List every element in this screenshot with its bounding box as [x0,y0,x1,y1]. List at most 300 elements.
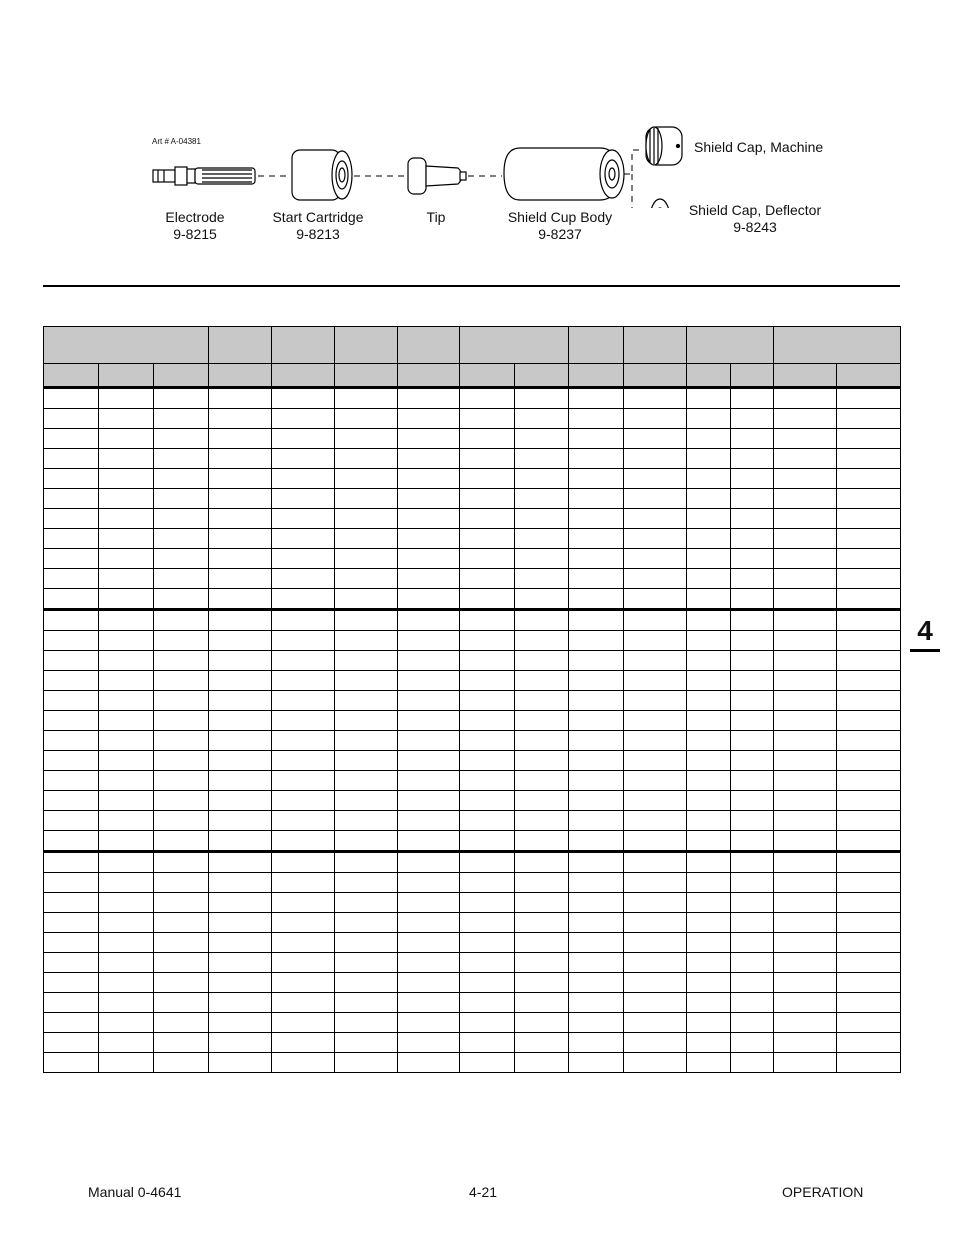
table-cell [837,1013,901,1033]
table-cell [460,933,515,953]
table-cell [99,569,154,589]
table-row [44,429,901,449]
table-cell [398,1053,460,1073]
table-cell [398,589,460,610]
table-cell [272,1033,335,1053]
table-cell [460,711,515,731]
table-cell [687,751,731,771]
table-cell [460,973,515,993]
table-cell [398,569,460,589]
part-number: 9-8215 [173,226,217,242]
table-cell [731,469,774,489]
table-cell [624,973,687,993]
table-cell [154,933,209,953]
table-cell [624,771,687,791]
table-row [44,993,901,1013]
table-cell [515,973,569,993]
table-cell [731,831,774,852]
table-cell [569,691,624,711]
table-header-cell [687,327,774,364]
table-cell [731,731,774,751]
table-cell [272,489,335,509]
table-cell [569,469,624,489]
table-cell [99,691,154,711]
table-row [44,751,901,771]
table-cell [44,751,99,771]
table-subheader-row [44,364,901,388]
table-cell [624,610,687,631]
table-header-cell [44,327,209,364]
table-cell [154,509,209,529]
table-cell [398,913,460,933]
section-tab-underline [910,649,940,652]
table-cell [335,691,398,711]
table-cell [99,388,154,409]
table-cell [398,469,460,489]
table-cell [515,489,569,509]
table-subheader-cell [774,364,837,388]
table-cell [99,831,154,852]
table-header-cell [209,327,272,364]
table-cell [515,409,569,429]
table-cell [624,691,687,711]
table-cell [774,489,837,509]
table-cell [687,1033,731,1053]
part-label-shield-cap-deflector [684,202,826,236]
table-cell [398,731,460,751]
table-cell [335,549,398,569]
table-cell [624,549,687,569]
table-cell [99,1033,154,1053]
table-cell [460,852,515,873]
table-cell [154,913,209,933]
table-cell [774,1053,837,1073]
table-cell [569,953,624,973]
table-cell [515,711,569,731]
table-cell [398,751,460,771]
table-cell [272,751,335,771]
table-cell [460,449,515,469]
table-cell [837,489,901,509]
table-cell [515,469,569,489]
table-cell [687,449,731,469]
table-cell [731,852,774,873]
table-cell [774,429,837,449]
table-cell [774,751,837,771]
table-cell [837,993,901,1013]
table-row [44,933,901,953]
table-cell [569,751,624,771]
table-cell [209,610,272,631]
table-row [44,631,901,651]
table-cell [515,509,569,529]
table-cell [335,671,398,691]
table-cell [99,953,154,973]
table-cell [272,913,335,933]
table-cell [569,831,624,852]
table-cell [624,873,687,893]
table-cell [460,691,515,711]
table-cell [460,529,515,549]
table-cell [335,731,398,751]
table-cell [515,893,569,913]
table-cell [731,791,774,811]
table-cell [687,489,731,509]
table-cell [687,1013,731,1033]
table-cell [154,409,209,429]
table-cell [460,1053,515,1073]
table-cell [272,449,335,469]
table-cell [687,852,731,873]
table-cell [398,610,460,631]
table-cell [731,933,774,953]
table-cell [687,791,731,811]
table-cell [44,731,99,751]
table-cell [154,449,209,469]
table-cell [335,973,398,993]
table-cell [624,1053,687,1073]
table-cell [569,873,624,893]
table-cell [837,831,901,852]
table-cell [624,993,687,1013]
table-cell [731,973,774,993]
table-cell [837,893,901,913]
table-cell [398,811,460,831]
table-cell [272,691,335,711]
table-cell [837,691,901,711]
table-cell [398,489,460,509]
table-cell [154,489,209,509]
table-cell [44,509,99,529]
table-cell [272,731,335,751]
table-cell [154,993,209,1013]
table-cell [569,771,624,791]
table-cell [209,631,272,651]
table-cell [687,731,731,751]
table-cell [837,610,901,631]
table-cell [569,651,624,671]
tip-icon [408,158,466,194]
table-cell [515,529,569,549]
table-cell [209,873,272,893]
table-cell [398,953,460,973]
table-row [44,791,901,811]
table-cell [774,569,837,589]
section-number: 4 [917,615,933,646]
table-cell [272,973,335,993]
table-header-cell [460,327,569,364]
table-cell [569,549,624,569]
table-cell [398,691,460,711]
table-cell [515,953,569,973]
table-header-cell [398,327,460,364]
table-subheader-cell [837,364,901,388]
table-cell [731,429,774,449]
table-cell [569,509,624,529]
table-cell [731,610,774,631]
table-cell [99,973,154,993]
table-cell [44,1013,99,1033]
table-cell [99,589,154,610]
table-subheader-cell [44,364,99,388]
table-cell [99,549,154,569]
table-cell [569,589,624,610]
table-subheader-cell [272,364,335,388]
table-cell [774,691,837,711]
art-number: Art # A-04381 [152,137,201,146]
table-cell [624,953,687,973]
table-cell [515,671,569,691]
table-cell [624,671,687,691]
part-label-shield-cap-machine [694,139,823,156]
table-cell [154,651,209,671]
table-cell [837,1053,901,1073]
table-cell [272,409,335,429]
table-cell [837,933,901,953]
table-cell [272,429,335,449]
table-cell [398,993,460,1013]
table-cell [624,489,687,509]
table-cell [398,631,460,651]
table-cell [335,933,398,953]
table-cell [624,751,687,771]
table-cell [774,631,837,651]
table-cell [515,610,569,631]
table-cell [154,469,209,489]
section-tab [910,615,940,652]
table-cell [774,973,837,993]
part-label-tip [411,209,461,226]
table-cell [154,751,209,771]
table-cell [687,429,731,449]
table-cell [335,893,398,913]
table-row [44,893,901,913]
table-cell [154,831,209,852]
table-cell [837,711,901,731]
table-subheader-cell [460,364,515,388]
table-cell [209,811,272,831]
table-cell [398,449,460,469]
table-cell [731,711,774,731]
table-cell [460,388,515,409]
table-cell [154,791,209,811]
table-cell [460,953,515,973]
table-cell [460,610,515,631]
table-cell [154,1053,209,1073]
table-cell [398,671,460,691]
table-cell [774,913,837,933]
table-cell [398,529,460,549]
table-cell [335,569,398,589]
table-cell [837,913,901,933]
table-cell [624,1013,687,1033]
table-cell [460,569,515,589]
table-cell [99,751,154,771]
table-cell [687,811,731,831]
table-cell [398,509,460,529]
table-cell [774,811,837,831]
table-cell [569,489,624,509]
table-cell [335,449,398,469]
table-cell [624,449,687,469]
table-cell [154,1033,209,1053]
table-cell [272,771,335,791]
table-cell [731,651,774,671]
table-cell [99,529,154,549]
table-cell [569,631,624,651]
table-row [44,953,901,973]
table-cell [515,913,569,933]
part-name: Shield Cap, Deflector [688,202,822,218]
table-cell [209,509,272,529]
part-name: Shield Cup Body [507,209,613,225]
table-cell [99,469,154,489]
table-cell [398,1013,460,1033]
table-cell [209,913,272,933]
table-cell [335,529,398,549]
table-cell [624,933,687,953]
table-cell [44,852,99,873]
table-cell [44,771,99,791]
table-cell [398,429,460,449]
table-cell [44,913,99,933]
table-cell [272,811,335,831]
table-cell [44,791,99,811]
table-cell [460,831,515,852]
table-cell [837,1033,901,1053]
table-cell [154,731,209,751]
table-cell [687,831,731,852]
table-row [44,651,901,671]
table-cell [569,731,624,751]
table-cell [272,671,335,691]
table-cell [44,489,99,509]
table-cell [837,569,901,589]
table-subheader-cell [569,364,624,388]
table-cell [154,569,209,589]
table-subheader-cell [731,364,774,388]
table-cell [624,569,687,589]
table-cell [460,671,515,691]
table-row [44,610,901,631]
table-cell [569,811,624,831]
table-cell [774,852,837,873]
table-cell [624,811,687,831]
table-cell [99,449,154,469]
table-cell [209,651,272,671]
table-cell [209,1033,272,1053]
table-row [44,852,901,873]
table-cell [154,631,209,651]
table-cell [398,831,460,852]
table-cell [774,610,837,631]
table-cell [515,388,569,409]
shield-cap-deflector-icon [650,199,670,208]
table-cell [209,569,272,589]
table-cell [44,1053,99,1073]
table-cell [335,388,398,409]
table-cell [774,711,837,731]
table-cell [44,409,99,429]
table-cell [687,569,731,589]
table-cell [209,973,272,993]
table-cell [99,993,154,1013]
table-cell [624,913,687,933]
table-cell [569,388,624,409]
table-cell [99,771,154,791]
table-cell [398,388,460,409]
part-name: Shield Cap, Machine [694,139,824,155]
table-cell [837,791,901,811]
shield-cap-machine-icon [646,127,682,165]
table-cell [774,953,837,973]
table-cell [569,993,624,1013]
table-cell [837,671,901,691]
table-cell [731,1053,774,1073]
table-cell [624,831,687,852]
table-cell [209,489,272,509]
table-cell [272,1013,335,1033]
table-cell [687,409,731,429]
table-cell [272,831,335,852]
table-row [44,831,901,852]
table-cell [154,711,209,731]
shield-cup-body-icon [504,148,624,200]
table-subheader-cell [624,364,687,388]
footer-page-number: 4-21 [469,1184,498,1200]
table-cell [624,529,687,549]
table-cell [398,791,460,811]
table-cell [774,388,837,409]
table-cell [624,631,687,651]
table-cell [272,509,335,529]
table-cell [99,509,154,529]
table-cell [209,529,272,549]
table-row [44,873,901,893]
table-cell [731,1033,774,1053]
table-cell [515,549,569,569]
table-cell [99,1053,154,1073]
table-cell [774,549,837,569]
part-label-start-cartridge [264,209,372,243]
table-cell [774,791,837,811]
table-cell [460,589,515,610]
table-cell [731,529,774,549]
table-cell [515,873,569,893]
table-cell [398,651,460,671]
table-cell [209,751,272,771]
table-cell [460,651,515,671]
table-cell [335,589,398,610]
table-cell [731,913,774,933]
table-cell [515,589,569,610]
table-cell [624,469,687,489]
table-cell [335,651,398,671]
table-cell [44,388,99,409]
table-cell [398,771,460,791]
table-cell [209,589,272,610]
table-row [44,771,901,791]
table-cell [272,589,335,610]
table-cell [398,409,460,429]
table-cell [272,852,335,873]
table-cell [44,1033,99,1053]
table-cell [272,549,335,569]
table-cell [837,631,901,651]
table-cell [335,1053,398,1073]
table-cell [398,893,460,913]
part-number: 9-8243 [733,219,777,235]
